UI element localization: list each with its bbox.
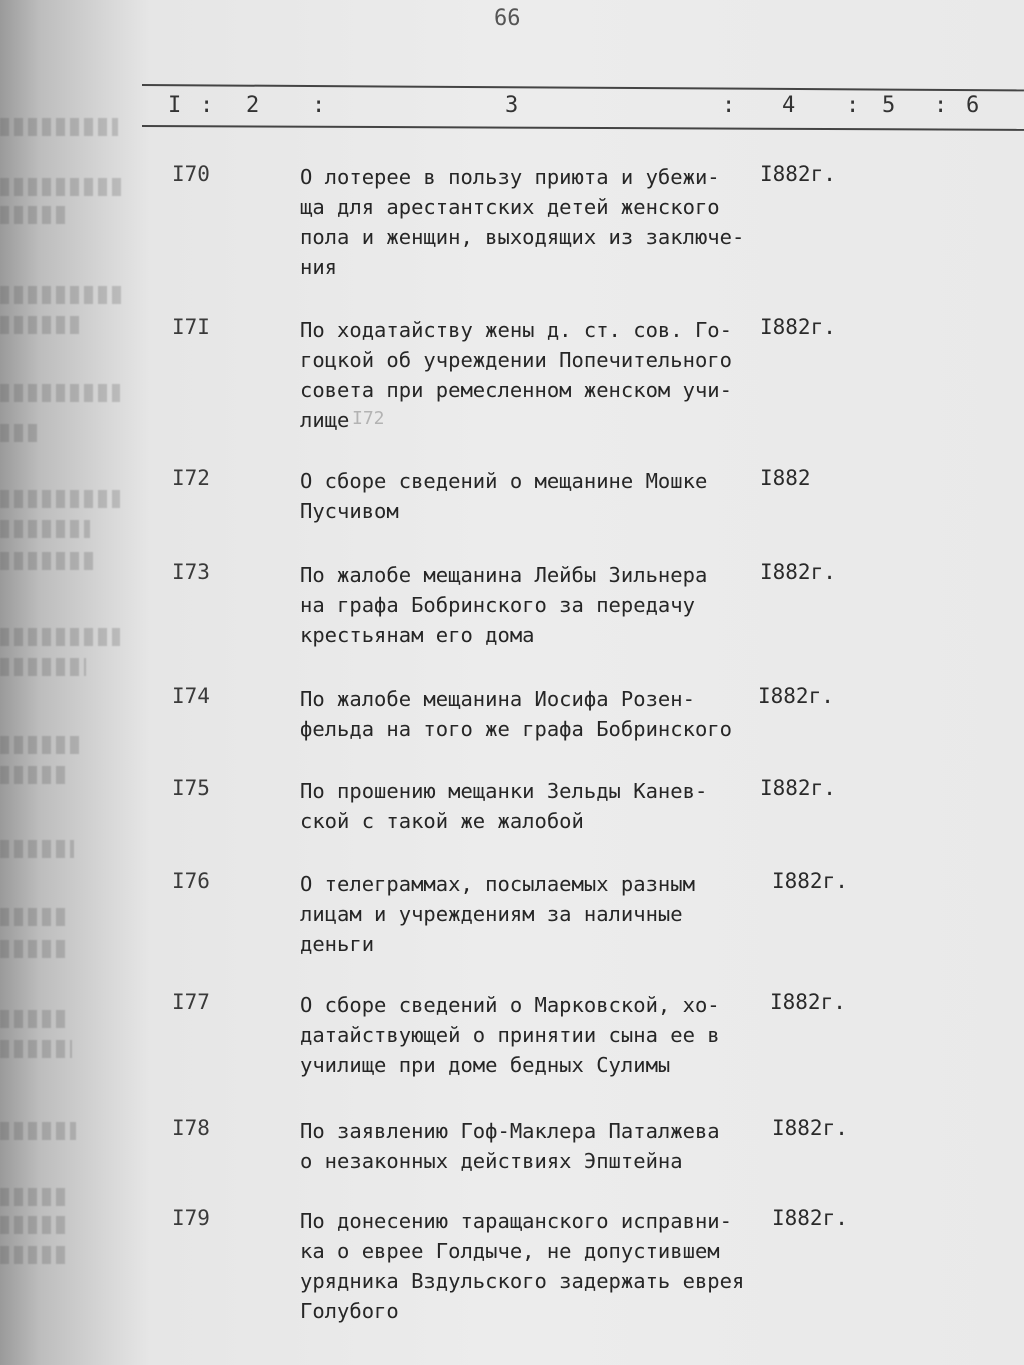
bleed-through-mark — [0, 384, 120, 402]
bleed-through-mark — [0, 908, 70, 926]
bleed-through-mark — [0, 1040, 72, 1058]
case-year: I882г. — [760, 560, 836, 584]
case-title: По прошению мещанки Зельды Канев- ской с такой же жалобой — [300, 779, 708, 833]
faint-pencil-mark: I72 — [352, 408, 385, 429]
column-separator: : — [722, 93, 736, 118]
header-rule-top — [142, 84, 1024, 91]
bleed-through-mark — [0, 178, 122, 196]
case-year: I882г. — [760, 776, 836, 800]
case-title: О лотерее в пользу приюта и убежи- ща для арестантских детей женского пола и женщин, выходящих из заключе- ния — [300, 165, 745, 279]
bleed-through-mark — [0, 1188, 66, 1206]
case-year: I882г. — [772, 869, 848, 893]
bleed-through-mark — [0, 1122, 76, 1140]
case-title: О телеграммах, посылаемых разным лицам и учреждениям за наличные деньги — [300, 872, 695, 956]
case-title: О сборе сведений о мещанине Мошке Пусчивом — [300, 469, 708, 523]
bleed-through-mark — [0, 840, 74, 858]
case-number: I72 — [172, 466, 210, 490]
bleed-through-mark — [0, 206, 70, 224]
page-number: 66 — [494, 6, 521, 31]
case-number: I70 — [172, 162, 210, 186]
case-number: I78 — [172, 1116, 210, 1140]
column-header-2: 2 — [246, 93, 260, 118]
bleed-through-mark — [0, 316, 82, 334]
header-rule-bottom — [142, 125, 1024, 131]
case-number: I76 — [172, 869, 210, 893]
bleed-through-mark — [0, 940, 66, 958]
bleed-through-mark — [0, 118, 118, 136]
bleed-through-mark — [0, 424, 40, 442]
bleed-through-mark — [0, 1216, 70, 1234]
case-title: По жалобе мещанина Лейбы Зильнера на графа Бобринского за передачу крестьянам его дома — [300, 563, 708, 647]
bleed-through-mark — [0, 286, 124, 304]
bleed-through-mark — [0, 658, 86, 676]
column-header-1: I — [168, 93, 182, 118]
bleed-through-mark — [0, 552, 98, 570]
case-title: По ходатайству жены д. ст. сов. Го- гоцкой об учреждении Попечительного совета при ремесленном женском учи- лище — [300, 318, 732, 432]
bleed-through-mark — [0, 1010, 70, 1028]
column-header-3: 3 — [505, 93, 519, 118]
case-year: I882г. — [772, 1116, 848, 1140]
bleed-through-mark — [0, 766, 70, 784]
case-number: I77 — [172, 990, 210, 1014]
case-year: I882 — [760, 466, 811, 490]
bleed-through-mark — [0, 520, 90, 538]
case-number: I79 — [172, 1206, 210, 1230]
bleed-through-mark — [0, 736, 80, 754]
case-title: По заявлению Гоф-Маклера Паталжева о незаконных действиях Эпштейна — [300, 1119, 720, 1173]
case-number: I74 — [172, 684, 210, 708]
case-year: I882г. — [760, 315, 836, 339]
bleed-through-mark — [0, 1246, 66, 1264]
case-year: I882г. — [760, 162, 836, 186]
case-year: I882г. — [758, 684, 834, 708]
bleed-through-mark — [0, 628, 120, 646]
column-separator: : — [934, 93, 948, 118]
column-separator: : — [846, 93, 860, 118]
bleed-through-mark — [0, 490, 120, 508]
case-year: I882г. — [770, 990, 846, 1014]
column-separator: : — [312, 93, 326, 118]
case-title: О сборе сведений о Марковской, хо- датайствующей о принятии сына ее в училище при доме бедных Сулимы — [300, 993, 720, 1077]
case-number: I75 — [172, 776, 210, 800]
column-header-5: 5 — [882, 93, 896, 118]
column-separator: : — [200, 93, 214, 118]
case-number: I7I — [172, 315, 210, 339]
column-header-6: 6 — [966, 93, 980, 118]
column-header-4: 4 — [782, 93, 796, 118]
case-title: По жалобе мещанина Иосифа Розен- фельда на того же графа Бобринского — [300, 687, 732, 741]
case-year: I882г. — [772, 1206, 848, 1230]
case-title: По донесению таращанского исправни- ка о еврее Голдыче, не допустившем урядника Вздульского задержать еврея Голубого — [300, 1209, 745, 1323]
case-number: I73 — [172, 560, 210, 584]
